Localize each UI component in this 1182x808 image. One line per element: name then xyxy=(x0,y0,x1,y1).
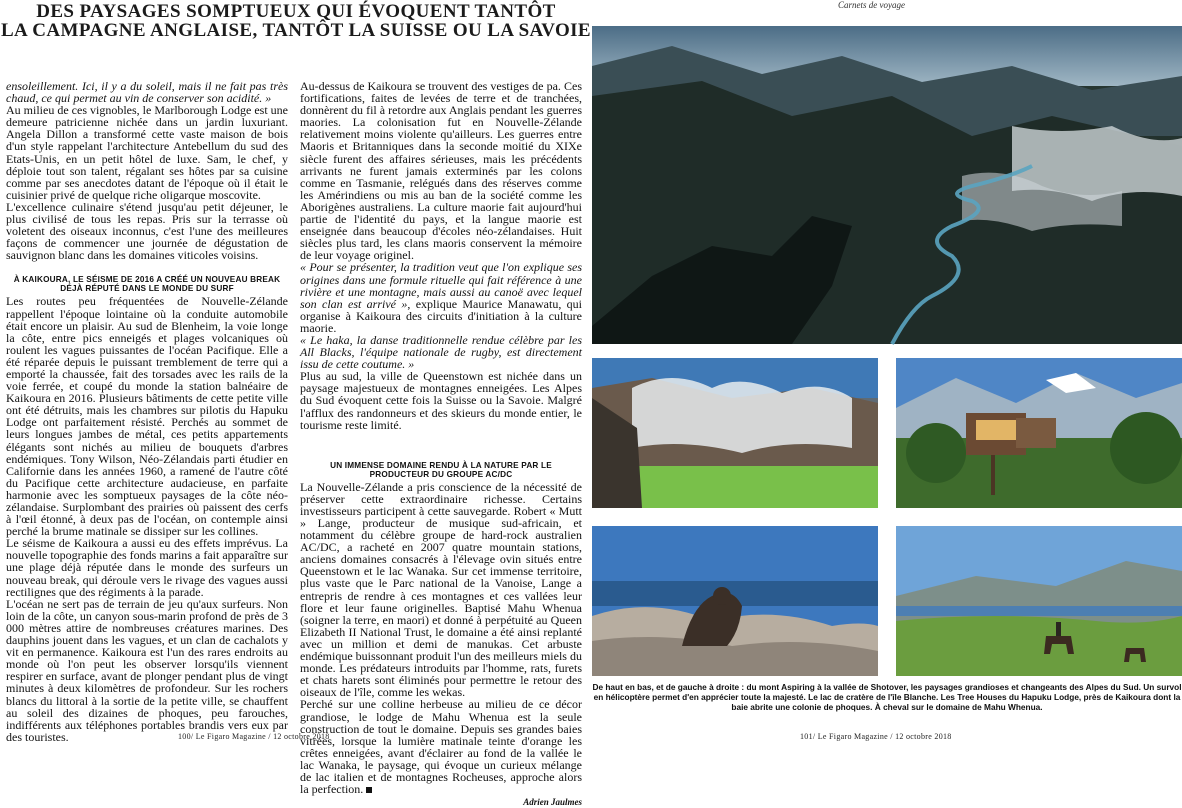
photo-river-valley xyxy=(592,26,1182,344)
paragraph: ensoleillement. Ici, il y a du soleil, mais il ne fait pas très chaud, ce qui permet au vin de conserver son acidité. » xyxy=(6,79,288,106)
paragraph: Plus au sud, la ville de Queenstown est nichée dans un paysage majestueux de montagnes enneigées. Les Alpes du Sud évoquent cette fois la Suisse ou la Savoie. Malgré l'afflux des randonneurs et des skieurs du monde entier, le tourisme reste limité. xyxy=(300,369,582,432)
subheading: À KAIKOURA, LE SÉISME DE 2016 A CRÉÉ UN NOUVEAU BREAK DÉJÀ RÉPUTÉ DANS LE MONDE DU SURF xyxy=(13,275,281,294)
quote-attribution: , explique Maurice Manawatu, qui organise à Kaikoura des circuits d'initiation à la culture maorie. xyxy=(300,296,582,335)
headline-line-1: DES PAYSAGES SOMPTUEUX QUI ÉVOQUENT TANTÔT xyxy=(36,1,556,22)
horses-illustration xyxy=(896,526,1182,676)
seal-illustration xyxy=(592,526,878,676)
paragraph: L'excellence culinaire s'étend jusqu'au petit déjeuner, le plus civilisé de tous les repas. Pris sur la terrasse où voletent des oiseaux inconnus, c'est l'une des meilleures façons de commencer une journée de dégustation de sauvignon blanc dans les domaines viticoles voisins. xyxy=(6,199,288,263)
page-number-left: 100/ Le Figaro Magazine / 12 octobre 2018 xyxy=(178,732,330,741)
right-text-column xyxy=(300,79,582,808)
paragraph-text: Perché sur une colline herbeuse au milieu de ce décor grandiose, le lodge de Mahu Whenua est la seule construction de tout le domaine. Depuis ses grandes baies vitrées, lorsque la lumière matinale teinte d'orange les crêtes enneigées, avant d'éclairer au fond de la vallée le lac Wanaka, le paysage, qui évoque un curieux mélange de lac italien et de montagnes Rocheuses, approche alors la perfection. xyxy=(300,697,582,797)
headline-line-2: LA CAMPAGNE ANGLAISE, TANTÔT LA SUISSE OU LA SAVOIE xyxy=(0,20,591,41)
article-headline xyxy=(0,2,592,40)
photo-seal xyxy=(592,526,878,676)
photo-horses xyxy=(896,526,1182,676)
byline: Adrien Jaulmes xyxy=(523,797,582,808)
paragraph xyxy=(300,698,582,795)
subheading: UN IMMENSE DOMAINE RENDU À LA NATURE PAR LE PRODUCTEUR DU GROUPE AC/DC xyxy=(330,460,552,479)
paragraph: Les routes peu fréquentées de Nouvelle-Zélande rappellent l'époque lointaine où la conduite automobile était encore un plaisir. Au sud de Blenheim, la voie longe la côte, entre pics enneigés et plages volcaniques où roulent les vagues puissantes de l'océan Pacifique. Elle a été réparée depuis le puissant tremblement de terre qui a emporté la chaussée, fait des torsades avec les rails de la voie ferrée, et coupé du monde la station balnéaire de Kaikoura en 2016. Plusieurs bâtiments de cette petite ville ont été détruits, mais les chambres sur pilotis du Hapuku Lodge ont parfaitement résisté. Perchés au sommet de leurs longues jambes de métal, ces petits appartements élégants sont nichés au milieu de bouquets d'arbres endémiques. Tony Wilson, Néo-Zélandais parti étudier en Californie dans les années 1960, a ramené de l'autre côté du Pacifique cette architecture audacieuse, en parfaite harmonie avec les somptueux paysages de la côte néo-zélandaise. Surplombant des prairies où paissent des cerfs à l'œil étonné, à deux pas de l'océan, on contemple ainsi perché la brume matinale se dissiper sur les collines. xyxy=(6,294,288,539)
tree-houses-illustration xyxy=(896,358,1182,508)
quote: « Le haka, la danse traditionnelle rendue célèbre par les All Blacks, l'équipe nationale de rugby, est directement issu de cette coutume. » xyxy=(300,332,582,372)
photo-crater-lake xyxy=(592,358,878,508)
page-number-right: 101/ Le Figaro Magazine / 12 octobre 2018 xyxy=(800,732,952,741)
river-valley-illustration xyxy=(592,26,1182,344)
crater-lake-illustration xyxy=(592,358,878,508)
quote: « Pour se présenter, la tradition veut que l'on explique ses origines dans une formule rituelle qui fait référence à une rivière et une montagne, mais aussi au canoë avec lequel son clan est arrivé » xyxy=(300,260,582,311)
photo-caption: De haut en bas, et de gauche à droite : du mont Aspiring à la vallée de Shotover, les paysages grandioses et changeants des Alpes du Sud. Un survol en hélicoptère permet d'en apprécier toute la majesté. Le lac de cratère de l'île Blanche. Les Tree Houses du Hapuku Lodge, près de Kaikoura dont la baie abrite une colonie de phoques. À cheval sur le domaine de Mahu Whenua. xyxy=(592,682,1182,713)
end-mark xyxy=(366,787,372,793)
paragraph: Le séisme de Kaikoura a aussi eu des effets imprévus. La nouvelle topographie des fonds marins a fait apparaître sur une plage déjà réputée dans le monde des surfeurs un nouveau break, qui déroule vers le rivage des vagues aussi rectilignes que des régiments à la parade. xyxy=(6,536,288,599)
photo-tree-houses xyxy=(896,358,1182,508)
paragraph: L'océan ne sert pas de terrain de jeu qu'aux surfeurs. Non loin de la côte, un canyon sous-marin profond de près de 3 000 mètres attire de nombreuses créatures marines. Des dauphins jouent dans les vagues, et un clan de cachalots y vit en permanence. Kaikoura est l'un des rares endroits au monde où l'on peut les observer lorsqu'ils viennent respirer en surface, avant de plonger pendant plus de vingt minutes à deux kilomètres de profondeur. Sur les rochers blancs du littoral à la sortie de la petite ville, se chauffent au soleil des dizaines de phoques, peu farouches, indifférents aux téléphones portables brandis vers eux par des touristes. xyxy=(6,596,288,744)
paragraph xyxy=(300,261,582,334)
section-kicker: Carnets de voyage xyxy=(838,0,905,10)
paragraph: Au-dessus de Kaikoura se trouvent des vestiges de pa. Ces fortifications, faites de levées de terre et de tranchées, donnèrent du fil à retordre aux Anglais pendant les guerres maories. La colonisation fut en Nouvelle-Zélande relativement moins violente qu'ailleurs. Les guerres entre Maoris et Britanniques dans la seconde moitié du XIXe siècle furent des affaires sérieuses, mais les précédents arrivants ne furent jamais exterminés par les colons comme en Tasmanie, relégués dans des réserves comme les Amérindiens ou mis au ban de la société comme les Aborigènes australiens. La culture maorie fait aujourd'hui partie de l'identité du pays, et la langue maorie est enseignée dans beaucoup d'écoles néo-zélandaises. Huit siècles plus tard, les clans maoris conservent la mémoire de leur voyage originel. xyxy=(300,79,582,263)
paragraph: La Nouvelle-Zélande a pris conscience de la nécessité de préserver cette extraordinaire richesse. Certains investisseurs participent à cette sauvegarde. Robert « Mutt » Lange, producteur de musique sud-africain, et notamment du célèbre groupe de hard-rock australien AC/DC, a racheté en 2007 quatre mountain stations, anciens domaines consacrés à l'élevage ovin situés entre Queenstown et le lac Wanaka. Sur cet immense territoire, plus vaste que le Parc national de la Vanoise, Lange a entrepris de rendre à ces montagnes et ces vallées leur flore et leur faune originelles. Baptisé Mahu Whenua (soigner la terre, en maori) et donné à perpétuité au Queen Elizabeth II National Trust, le domaine a été ainsi replanté avec un million et demi de manukas. Cet arbuste endémique buissonnant produit l'un des meilleurs miels du monde. Les prédateurs introduits par l'homme, rats, furets et chats harets sont éliminés pour permettre le retour des oiseaux de l'île, comme les wekas. xyxy=(300,479,582,700)
paragraph: Au milieu de ces vignobles, le Marlborough Lodge est une demeure patricienne nichée dans un jardin luxuriant. Angela Dillon a transformé cette vaste maison de bois d'un style rappelant l'architecture Antebellum du sud des Etats-Unis, en un petit hôtel de luxe. Sam, le chef, y déploie tout son talent, régalant ses hôtes par sa cuisine comme par ses anecdotes datant de l'époque où il était le cuisinier privé de quelque riche oligarque moscovite. xyxy=(6,103,288,202)
